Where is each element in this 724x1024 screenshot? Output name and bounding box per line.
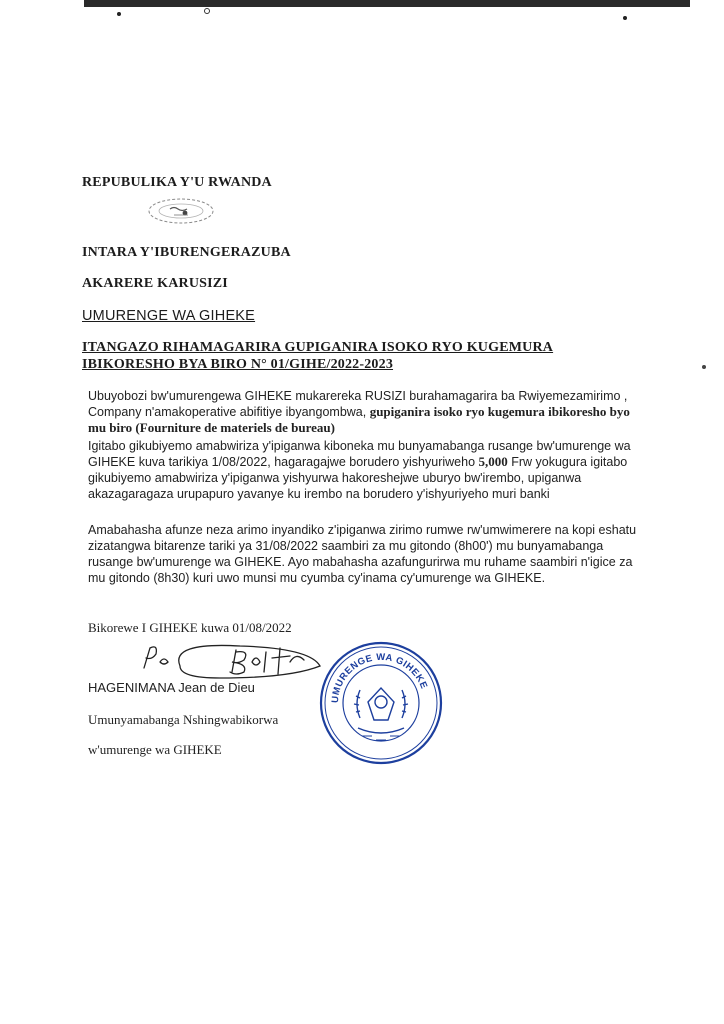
signatory-sector: w'umurenge wa GIHEKE: [88, 742, 222, 757]
scan-speck: [204, 8, 210, 14]
scan-speck: [702, 365, 706, 369]
signatory-name: HAGENIMANA Jean de Dieu: [88, 680, 255, 695]
tender-fee-amount: 5,000: [478, 454, 508, 469]
sector-heading: UMURENGE WA GIHEKE: [82, 308, 256, 324]
scan-speck: [623, 16, 627, 20]
district-heading: AKARERE KARUSIZI: [82, 276, 228, 291]
province-heading: INTARA Y'IBURENGERAZUBA: [82, 245, 291, 260]
paragraph-invitation-text: Ubuyobozi bw'umurengewa GIHEKE mukarereka RUSIZI burahamagarira ba Rwiyemezamirimo , Company n'amakoperative abifitiye ibyangombwa,: [88, 389, 628, 419]
document-title: ITANGAZO RIHAMAGARIRA GUPIGANIRA ISOKO RYO KUGEMURA IBIKORESHO BYA BIRO N° 01/GIHE/2022-2023: [82, 340, 554, 372]
date-line: Bikorewe I GIHEKE kuwa 01/08/2022: [88, 620, 292, 635]
scan-top-edge: [84, 0, 690, 7]
paragraph-invitation: [88, 388, 648, 436]
paragraph-invitation-bold: gupiganira isoko ryo kugemura ibikoresho byo mu biro (Fourniture de materiels de bureau): [88, 404, 630, 435]
paragraph-tender-text-end: Frw yokugura igitabo gikubiyemo amabwiriza y'ipiganwa yishyurwa hakoreshejwe uburyo bw'irembo, upiganwa akazagaragaza urupapuro yavanye ku irembo na borudero y'ishyuriyeho muri banki: [88, 455, 628, 501]
signatory-title: Umunyamabanga Nshingwabikorwa: [88, 712, 279, 727]
national-emblem-icon: [146, 196, 216, 226]
paragraph-tender-document: [88, 438, 648, 502]
official-stamp: [318, 640, 444, 766]
stamp-text: UMURENGE WA GIHEKE: [329, 651, 430, 704]
scan-speck: [117, 12, 121, 16]
country-heading: REPUBULIKA Y'U RWANDA: [82, 175, 272, 190]
handwritten-signature: [140, 638, 340, 684]
paragraph-submission: Amabahasha afunze neza arimo inyandiko z'ipiganwa zirimo rumwe rw'umwimerere na kopi eshatu zizatangwa bitarenze tariki ya 31/08/2022 saambiri za mu gitondo (8h00') mu bunyamabanga rusange bw'umurenge wa GIHEKE. Ayo mabahasha azafungurirwa mu ruhame saambiri n'igice za mu gitondo (8h30) kuri uwo munsi mu cyumba cy'inama cy'umurenge wa GIHEKE.: [88, 523, 637, 585]
paragraph-tender-text-start: Igitabo gikubiyemo amabwiriza y'ipiganwa kiboneka mu bunyamabanga rusange bw'umurenge wa GIHEKE kuva tarikiya 1/08/2022, hagaragajwe borudero yishyuriweho: [88, 439, 631, 469]
